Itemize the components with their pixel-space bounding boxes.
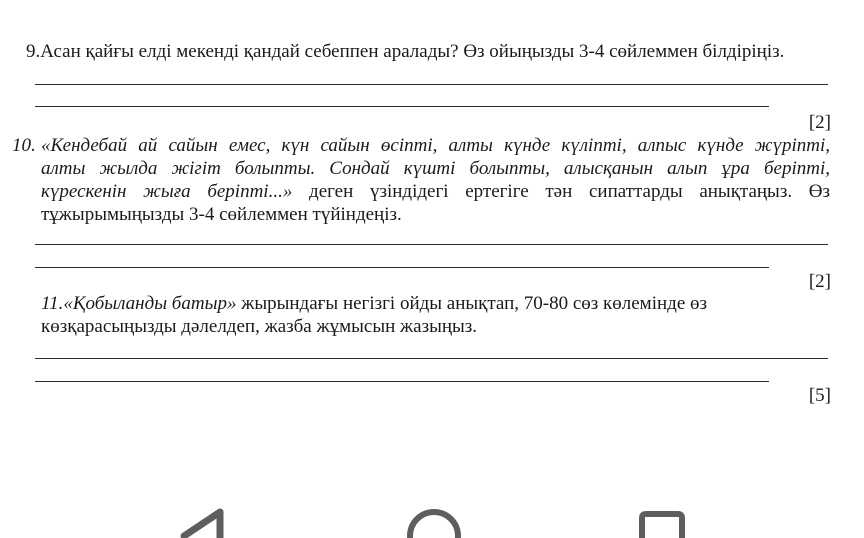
question-10-line-4: тұжырымыңызды 3-4 сөйлеммен түйіндеңіз.: [41, 204, 402, 225]
question-11-score: [5]: [808, 385, 831, 406]
question-10-line-3: [41, 180, 830, 203]
question-11-line-2: көзқарасыңызды дәлелдеп, жазба жұмысын жазыңыз.: [41, 316, 478, 337]
question-11-task: жырындағы негізгі ойды анықтап, 70-80 сөз көлемінде өз: [236, 293, 708, 314]
answer-line: [35, 106, 769, 107]
back-triangle-icon[interactable]: [176, 500, 228, 538]
question-10-quote-line: алты жылда жігіт болыпты. Сондай күшті болыпты, алысқанын алып ұра беріпті,: [41, 158, 830, 179]
question-10-task: деген үзіндідегі ертегіге тән сипаттарды анықтаңыз. Өз: [292, 181, 830, 202]
question-11-number: 11.: [41, 293, 64, 314]
question-10-number: 10.: [12, 135, 36, 156]
recents-square-icon[interactable]: [634, 500, 690, 538]
question-9-text: 9.Асан қайғы елді мекенді қандай себеппен аралады? Өз ойыңызды 3-4 сөйлеммен білдіріңіз.: [26, 41, 785, 62]
answer-line: [35, 267, 769, 268]
answer-line: [35, 244, 828, 245]
question-11-line-1: [41, 292, 707, 315]
answer-line: [35, 84, 828, 85]
home-circle-icon[interactable]: [404, 500, 464, 538]
question-10-quote-line: «Кендебай ай сайын емес, күн сайын өсіпті, алты күнде күліпті, алпыс күнде жүріпті,: [41, 135, 830, 156]
question-9-score: [2]: [808, 112, 831, 133]
answer-line: [35, 381, 769, 382]
question-10-score: [2]: [808, 271, 831, 292]
answer-line: [35, 358, 828, 359]
question-11-title: «Қобыланды батыр»: [63, 293, 237, 314]
question-10-quote-end: күрескенін жыға беріпті...»: [41, 181, 293, 202]
